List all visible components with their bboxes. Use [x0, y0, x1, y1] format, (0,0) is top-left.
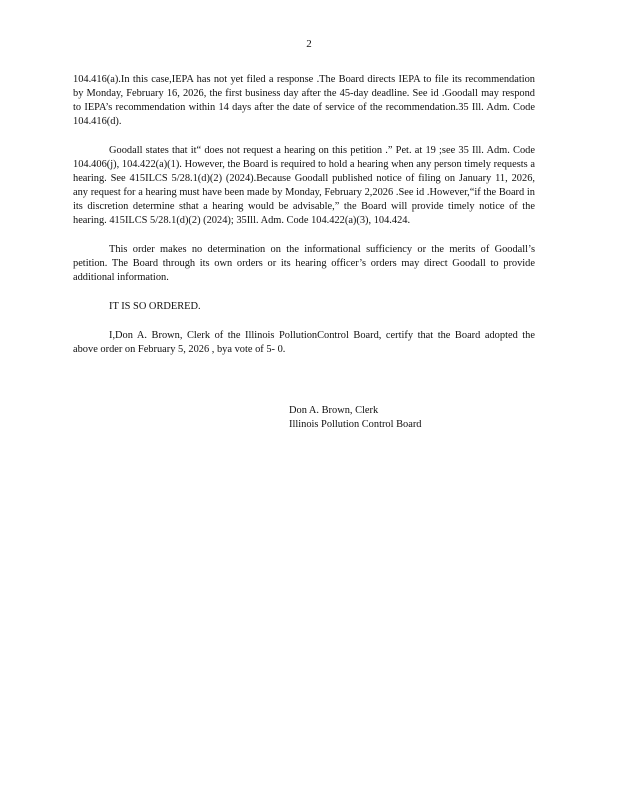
- paragraph-recommendation-deadline: 104.416(a).In this case,IEPA has not yet filed a response .The Board directs IEPA to file its recommendation by Monday, February 16, 2026, the first business day after the 45-day deadline. See id .Goodall may respond to IEPA’s recommendation within 14 days after the date of service of the recommendation.35 Ill. Adm. Code 104.416(d).: [73, 74, 535, 127]
- paragraph-no-determination: This order makes no determination on the informational sufficiency or the merits of Goodall’s petition. The Board through its own orders or its hearing officer’s orders may direct Goodall to provide additional information.: [73, 244, 535, 283]
- document-body: [73, 73, 535, 372]
- signature-block: [289, 404, 509, 432]
- paragraph-so-ordered: IT IS SO ORDERED.: [109, 301, 201, 312]
- paragraph-clerk-certification: I,Don A. Brown, Clerk of the Illinois PollutionControl Board, certify that the Board adopted the above order on February 5, 2026 , bya vote of 5- 0.: [73, 330, 535, 355]
- page-number: 2: [306, 38, 312, 50]
- signature-name: Don A. Brown, Clerk: [289, 405, 379, 416]
- signature-organization: Illinois Pollution Control Board: [289, 419, 422, 430]
- paragraph-hearing: Goodall states that it“ does not request a hearing on this petition .” Pet. at 19 ;see 35 Ill. Adm. Code 104.406(j), 104.422(a)(1). However, the Board is required to hold a hearing when any person timely requests a hearing. See 415ILCS 5/28.1(d)(2) (2024).Because Goodall published notice of filing on January 11, 2026, any request for a hearing must have been made by Monday, February 2,2026 .See id .However,“if the Board in its discretion determine sthat a hearing would be advisable,” the Board will provide timely notice of the hearing. 415ILCS 5/28.1(d)(2) (2024); 35Ill. Adm. Code 104.422(a)(3), 104.424.: [73, 145, 535, 226]
